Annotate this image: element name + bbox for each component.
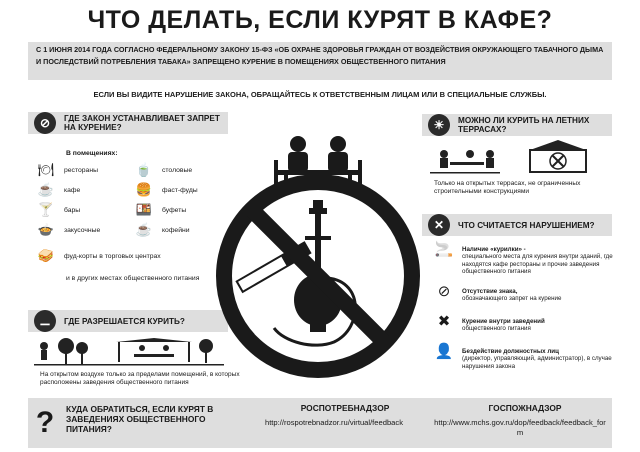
- list-item: ☕ кафе: [37, 182, 81, 197]
- law-banner: С 1 ИЮНЯ 2014 ГОДА СОГЛАСНО ФЕДЕРАЛЬНОМУ ЗАКОНУ 15-ФЗ «ОБ ОХРАНЕ ЗДОРОВЬЯ ГРАЖДАН ОТ ВОЗДЕЙСТВИЯ ОКРУЖАЮЩЕГО ТАБАЧНОГО ДЫМА И ПОСЛЕДСТВИЙ ПОТРЕБЛЕНИЯ ТАБАКА» ЗАПРЕЩЕНО КУРЕНИЕ В ПОМЕЩЕНИЯХ ОБЩЕСТВЕННОГО ПИТАНИЯ: [28, 42, 612, 80]
- list-item: 🍸 бары: [37, 202, 81, 217]
- ban-right-list: [134, 160, 226, 240]
- contact-question: КУДА ОБРАТИТЬСЯ, ЕСЛИ КУРЯТ В ЗАВЕДЕНИЯХ ОБЩЕСТВЕННОГО ПИТАНИЯ?: [66, 404, 214, 434]
- report-notice: ЕСЛИ ВЫ ВИДИТЕ НАРУШЕНИЕ ЗАКОНА, ОБРАЩАЙТЕСЬ К ОТВЕТСТВЕННЫМ ЛИЦАМ ИЛИ В СПЕЦИАЛЬНЫЕ СЛУЖБЫ.: [93, 90, 547, 99]
- bar-icon: 🍸: [37, 202, 55, 217]
- sun-icon: ☀: [428, 114, 450, 136]
- no-hookah-illustration: [214, 128, 422, 388]
- buffet-icon: 🍱: [135, 202, 153, 217]
- coffee-icon: ☕: [135, 222, 153, 237]
- terrace-illustration: [430, 140, 610, 176]
- allowed-text: На открытом воздухе только за пределами помещений, в которых расположены заведения общественного питания: [40, 371, 240, 386]
- canteen-icon: 🍵: [135, 162, 153, 177]
- food-court-icon: 🥪: [37, 248, 55, 263]
- terraces-text: Только на открытых террасах, не ограниченных строительными конструкциями: [434, 180, 581, 195]
- list-item: ⊘ Отсутствие знака, обозначающего запрет на курение: [432, 288, 614, 318]
- cross-icon: ✕: [428, 214, 450, 236]
- ban-heading: ГДЕ ЗАКОН УСТАНАВЛИВАЕТ ЗАПРЕТ НА КУРЕНИЕ?: [64, 114, 220, 132]
- cigarette-icon: ⚊: [34, 310, 56, 332]
- list-item: 🥪 фуд-корты в торговых центрах: [37, 248, 161, 263]
- org1-name: РОСПОТРЕБНАДЗОР: [300, 403, 390, 413]
- list-item: ☕ кофейни: [135, 222, 190, 237]
- list-item: 🍽 рестораны: [37, 162, 98, 177]
- allowed-heading: ГДЕ РАЗРЕШАЕТСЯ КУРИТЬ?: [64, 316, 185, 326]
- ban-left-list: [36, 160, 128, 240]
- list-item: 👤 Бездействие должностных лиц (директор, управляющий, администратор), в случае нарушения закона: [432, 348, 614, 378]
- smoking-room-icon: 🚬: [434, 241, 454, 258]
- violation-list: [432, 241, 614, 378]
- terraces-heading-bar: [422, 114, 612, 136]
- ban-subheading: В помещениях:: [66, 150, 118, 157]
- burger-icon: 🍔: [135, 182, 153, 197]
- list-item: 🍵 столовые: [135, 162, 193, 177]
- no-sign-icon: ⊘: [437, 283, 451, 300]
- allowed-heading-bar: [28, 310, 228, 332]
- list-item: 🍔 фаст-фуды: [135, 182, 198, 197]
- ban-heading-bar: [28, 112, 228, 134]
- terraces-heading: МОЖНО ЛИ КУРИТЬ НА ЛЕТНИХ ТЕРРАСАХ?: [458, 116, 590, 134]
- org2-link[interactable]: http://www.mchs.gov.ru/dop/feedback/feedback_form: [434, 418, 606, 437]
- cafe-icon: ☕: [37, 182, 55, 197]
- org1-link[interactable]: http://rospotrebnadzor.ru/virtual/feedback: [264, 418, 404, 427]
- officials-icon: 👤: [434, 343, 454, 360]
- violation-heading: ЧТО СЧИТАЕТСЯ НАРУШЕНИЕМ?: [458, 220, 595, 230]
- snack-icon: 🍲: [37, 222, 55, 237]
- smoking-inside-icon: ✖: [437, 313, 451, 330]
- org2-name: ГОСПОЖНАДЗОР: [488, 403, 562, 413]
- no-smoking-icon: ⊘: [34, 112, 56, 134]
- outdoor-illustration: [34, 336, 224, 366]
- list-item: 🚬 Наличие «курилки» - специального места для курения внутри зданий, где находятся кафе рестораны и прочие заведения общественного питания: [432, 246, 614, 288]
- question-icon: ?: [35, 406, 55, 439]
- violation-heading-bar: [422, 214, 612, 236]
- page-title: ЧТО ДЕЛАТЬ, ЕСЛИ КУРЯТ В КАФЕ?: [87, 6, 553, 34]
- list-item: 🍱 буфеты: [135, 202, 187, 217]
- ban-other: и в других местах общественного питания: [66, 275, 200, 282]
- list-item: ✖ Курение внутри заведений общественного питания: [432, 318, 614, 348]
- list-item: 🍲 закусочные: [37, 222, 101, 237]
- restaurant-icon: 🍽: [37, 162, 55, 177]
